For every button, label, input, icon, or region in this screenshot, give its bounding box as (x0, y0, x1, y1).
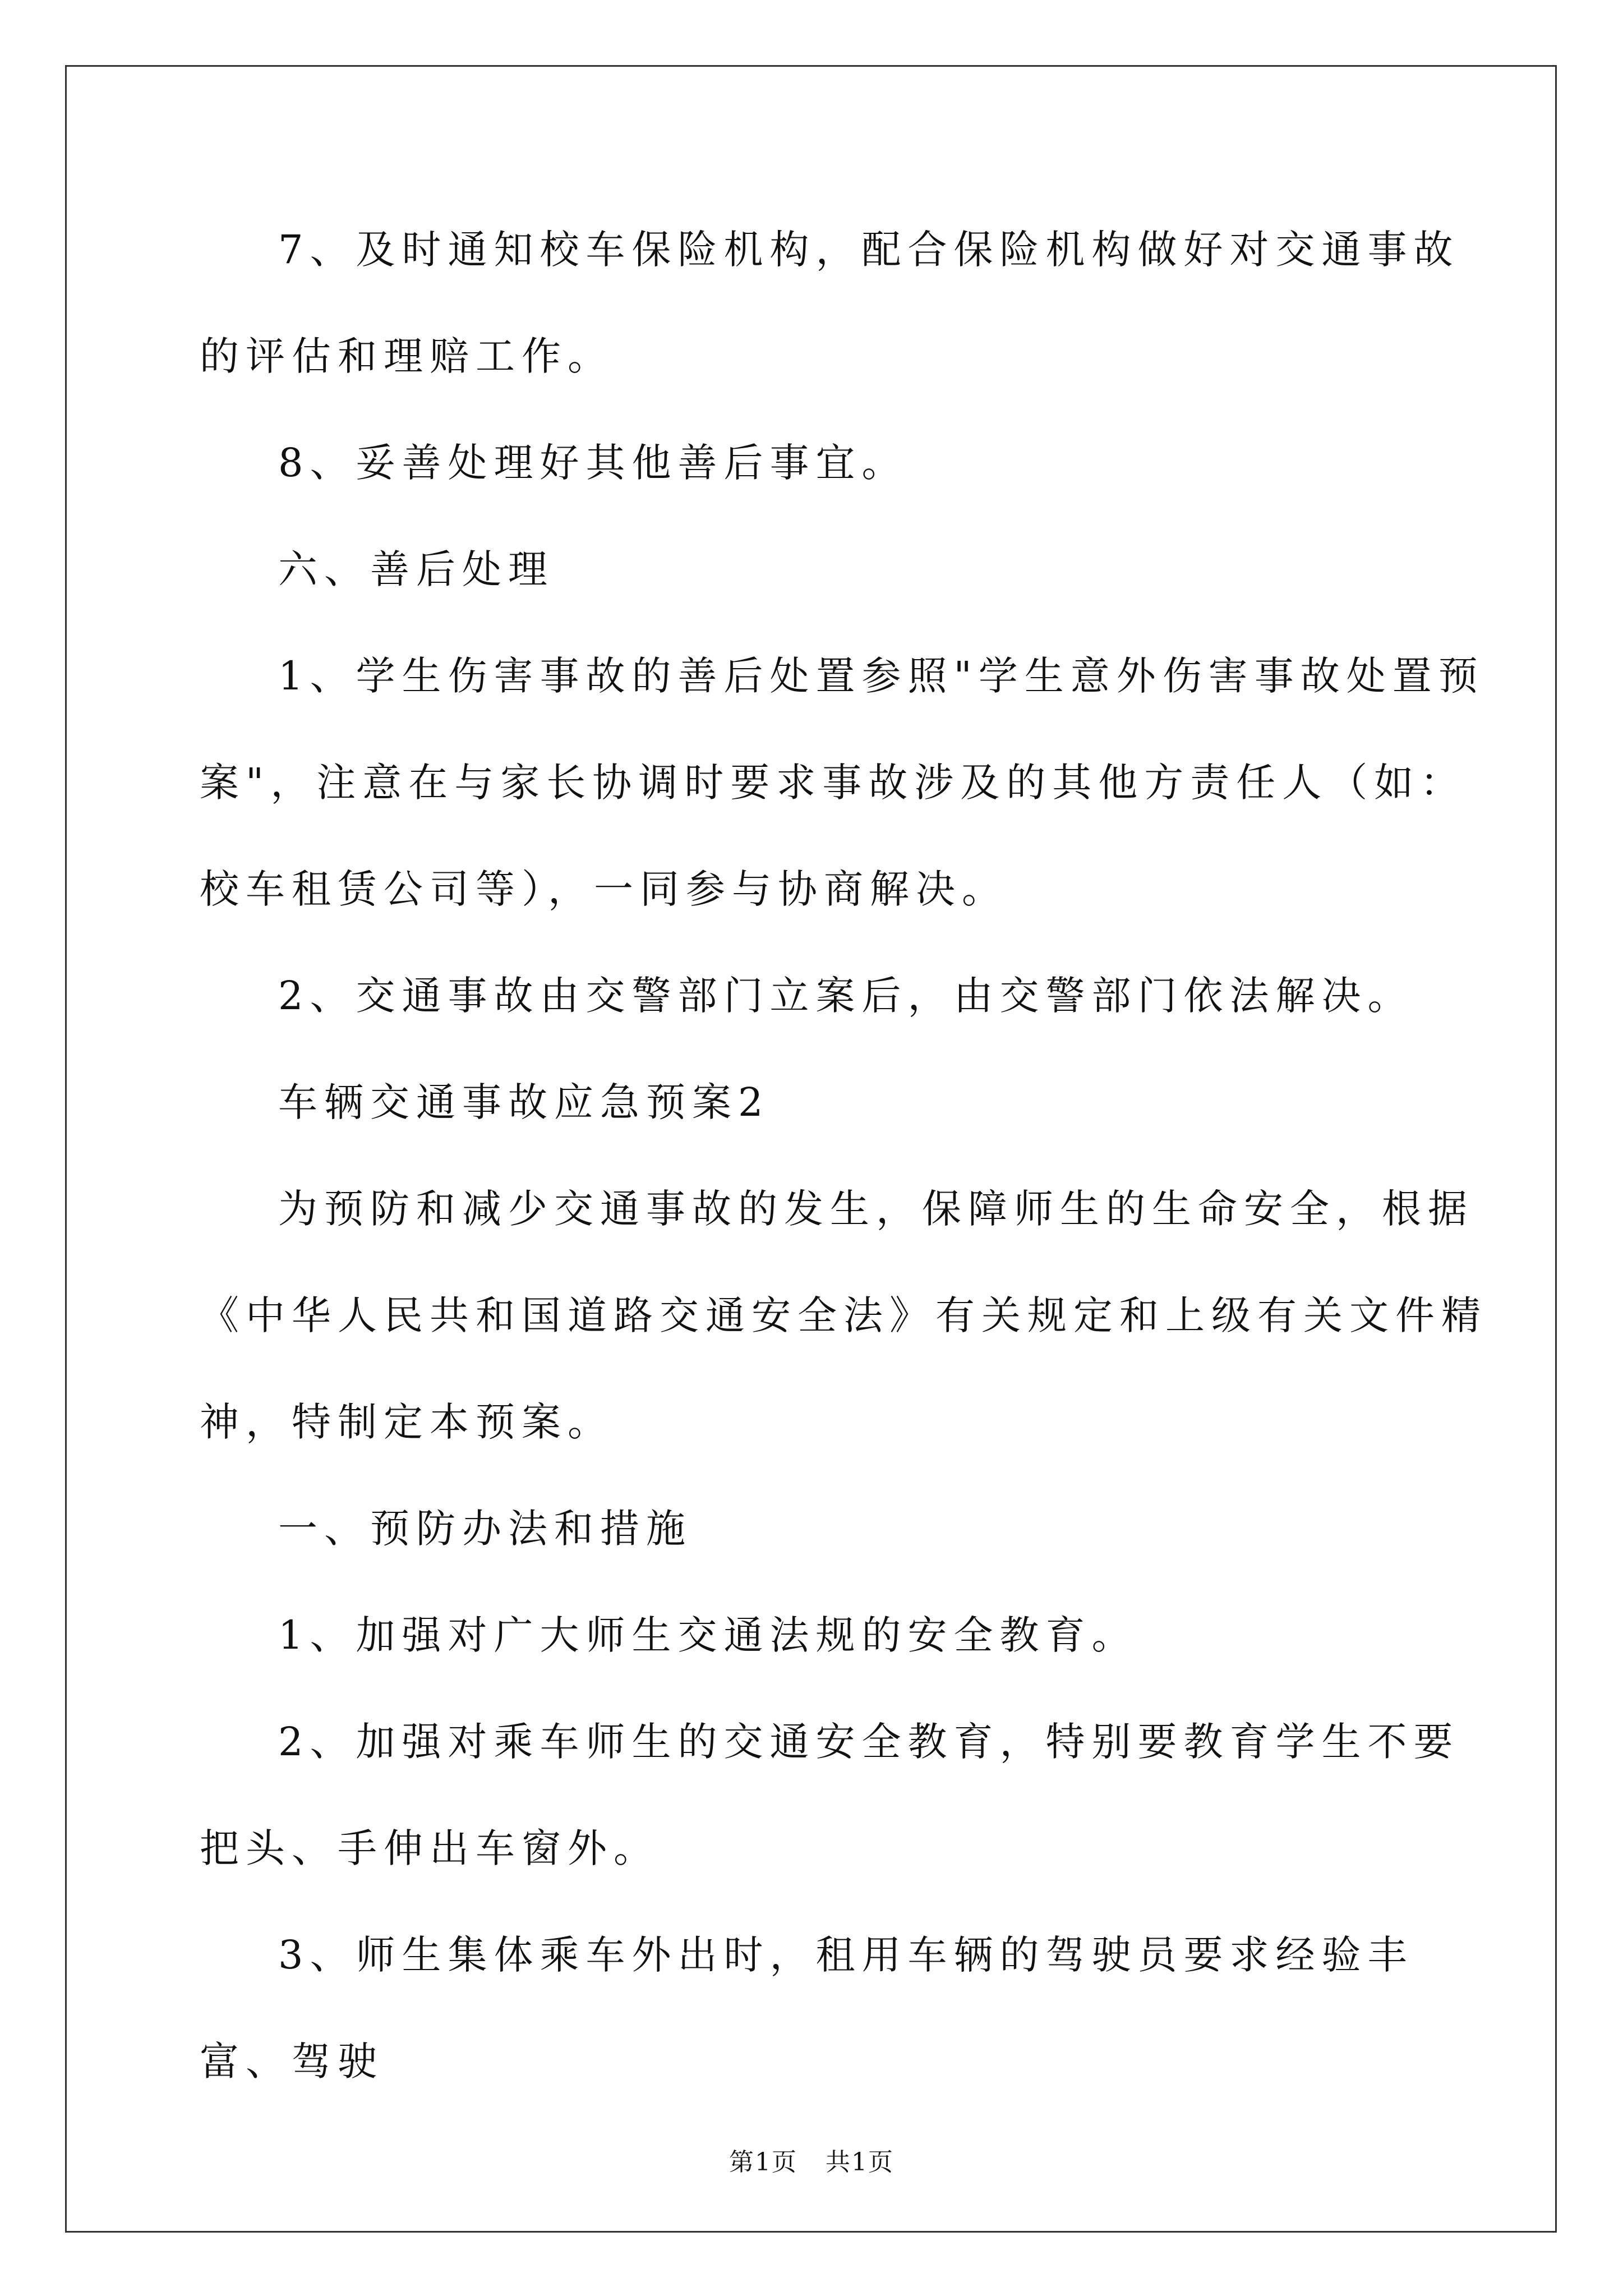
paragraph-item-8: 8、妥善处理好其他善后事宜。 (278, 440, 908, 486)
paragraph-prevention-3: 3、师生集体乘车外出时，租用车辆的驾驶员要求经验丰富、驾驶 (200, 1932, 1414, 2085)
paragraph-prevention-1: 1、加强对广大师生交通法规的安全教育。 (278, 1612, 1138, 1658)
paragraph-aftermath-1: 1、学生伤害事故的善后处置参照"学生意外伤害事故处置预案"，注意在与家长协调时要求事故涉及的其他方责任人（如：校车租赁公司等），一同参与协商解决。 (200, 653, 1484, 912)
page-total: 共1页 (826, 2148, 894, 2177)
section-heading-prevention: 一、预防办法和措施 (278, 1506, 692, 1552)
paragraph-item-7: 7、及时通知校车保险机构，配合保险机构做好对交通事故的评估和理赔工作。 (200, 227, 1460, 379)
page-number: 第1页 (729, 2148, 797, 2177)
page-footer (0, 2142, 1623, 2178)
paragraph-intro: 为预防和减少交通事故的发生，保障师生的生命安全，根据《中华人民共和国道路交通安全法》有关规定和上级有关文件精神，特制定本预案。 (200, 1186, 1487, 1445)
document-body (200, 196, 1490, 2115)
paragraph-prevention-2: 2、加强对乘车师生的交通安全教育，特别要教育学生不要把头、手伸出车窗外。 (200, 1719, 1460, 1871)
paragraph-aftermath-2: 2、交通事故由交警部门立案后，由交警部门依法解决。 (278, 973, 1414, 1019)
section-heading-aftermath: 六、善后处理 (278, 546, 554, 592)
document-subtitle: 车辆交通事故应急预案2 (278, 1079, 770, 1125)
